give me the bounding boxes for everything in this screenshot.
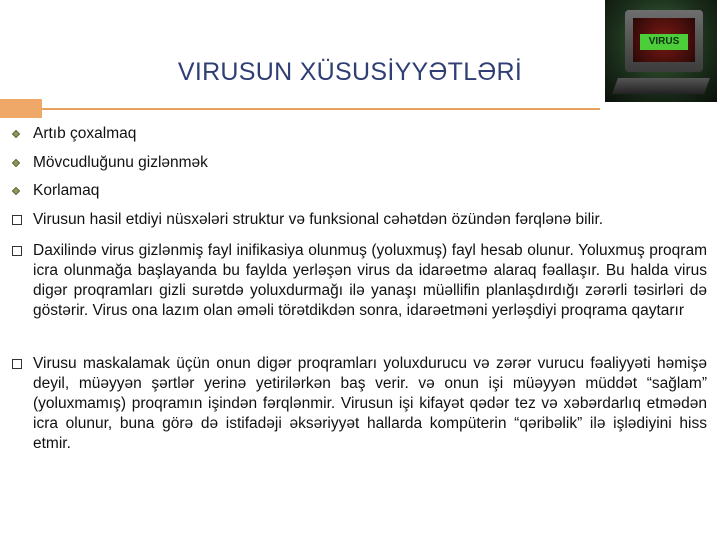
list-item-text: Artıb çoxalmaq: [33, 125, 137, 142]
list-item-text: Korlamaq: [33, 182, 100, 199]
keyboard-icon: [612, 78, 710, 94]
diamond-bullet-icon: [12, 130, 21, 139]
diamond-bullet-icon: [12, 159, 21, 168]
list-item-text: Daxilində virus gizlənmiş fayl inifikasiya olunmuş (yoluxmuş) fayl hesab olunur. Yoluxmuş proqram icra olunmağa başlayanda bu faylda yerləşən virus da idarəetmə alaraq fəallaşır. Bu halda virus digər proqramları gizli surətdə yoluxdurmağı ilə yanaşı müəllifin planlaşdırdığı zərərli təsirləri də göstərir. Virus ona lazım olan əməli törətdikdən sonra, idarəetməni yerləşdiyi proqrama qaytarır: [33, 242, 707, 319]
virus-label: VIRUS: [640, 34, 688, 50]
title-accent-block: [0, 99, 42, 118]
slide-title: VIRUSUN XÜSUSİYYƏTLƏRİ: [177, 58, 523, 86]
square-bullet-icon: [12, 359, 22, 369]
computer-monitor-icon: [625, 10, 703, 72]
diamond-bullet-icon: [12, 187, 21, 196]
list-item-text: Mövcudluğunu gizlənmək: [33, 154, 208, 171]
list-item-text: Virusu maskalamak üçün onun digər proqramları yoluxdurucu və zərər vurucu fəaliyyəti həmişə deyil, müəyyən şərtlər yerinə yetirilərkən baş verir. və onun işi müəyyən müddət “sağlam” (yoluxmamış) proqramın işindən fərqlənmir. Virusun işi kifayət qədər tez və xəbərdarlıq etmədən icra olunur, buna görə də istifadəji əksəriyyət hallarda kompüterin “qəribəlik” ilə işlədiyini hiss etmir.: [33, 355, 707, 452]
virus-computer-image: [605, 0, 717, 102]
monitor-screen: [633, 18, 695, 62]
title-underline: [42, 108, 600, 110]
square-bullet-icon: [12, 246, 22, 256]
square-bullet-icon: [12, 215, 22, 225]
list-item-text: Virusun hasil etdiyi nüsxələri struktur və funksional cəhətdən özündən fərqlənə bilir.: [33, 211, 604, 228]
